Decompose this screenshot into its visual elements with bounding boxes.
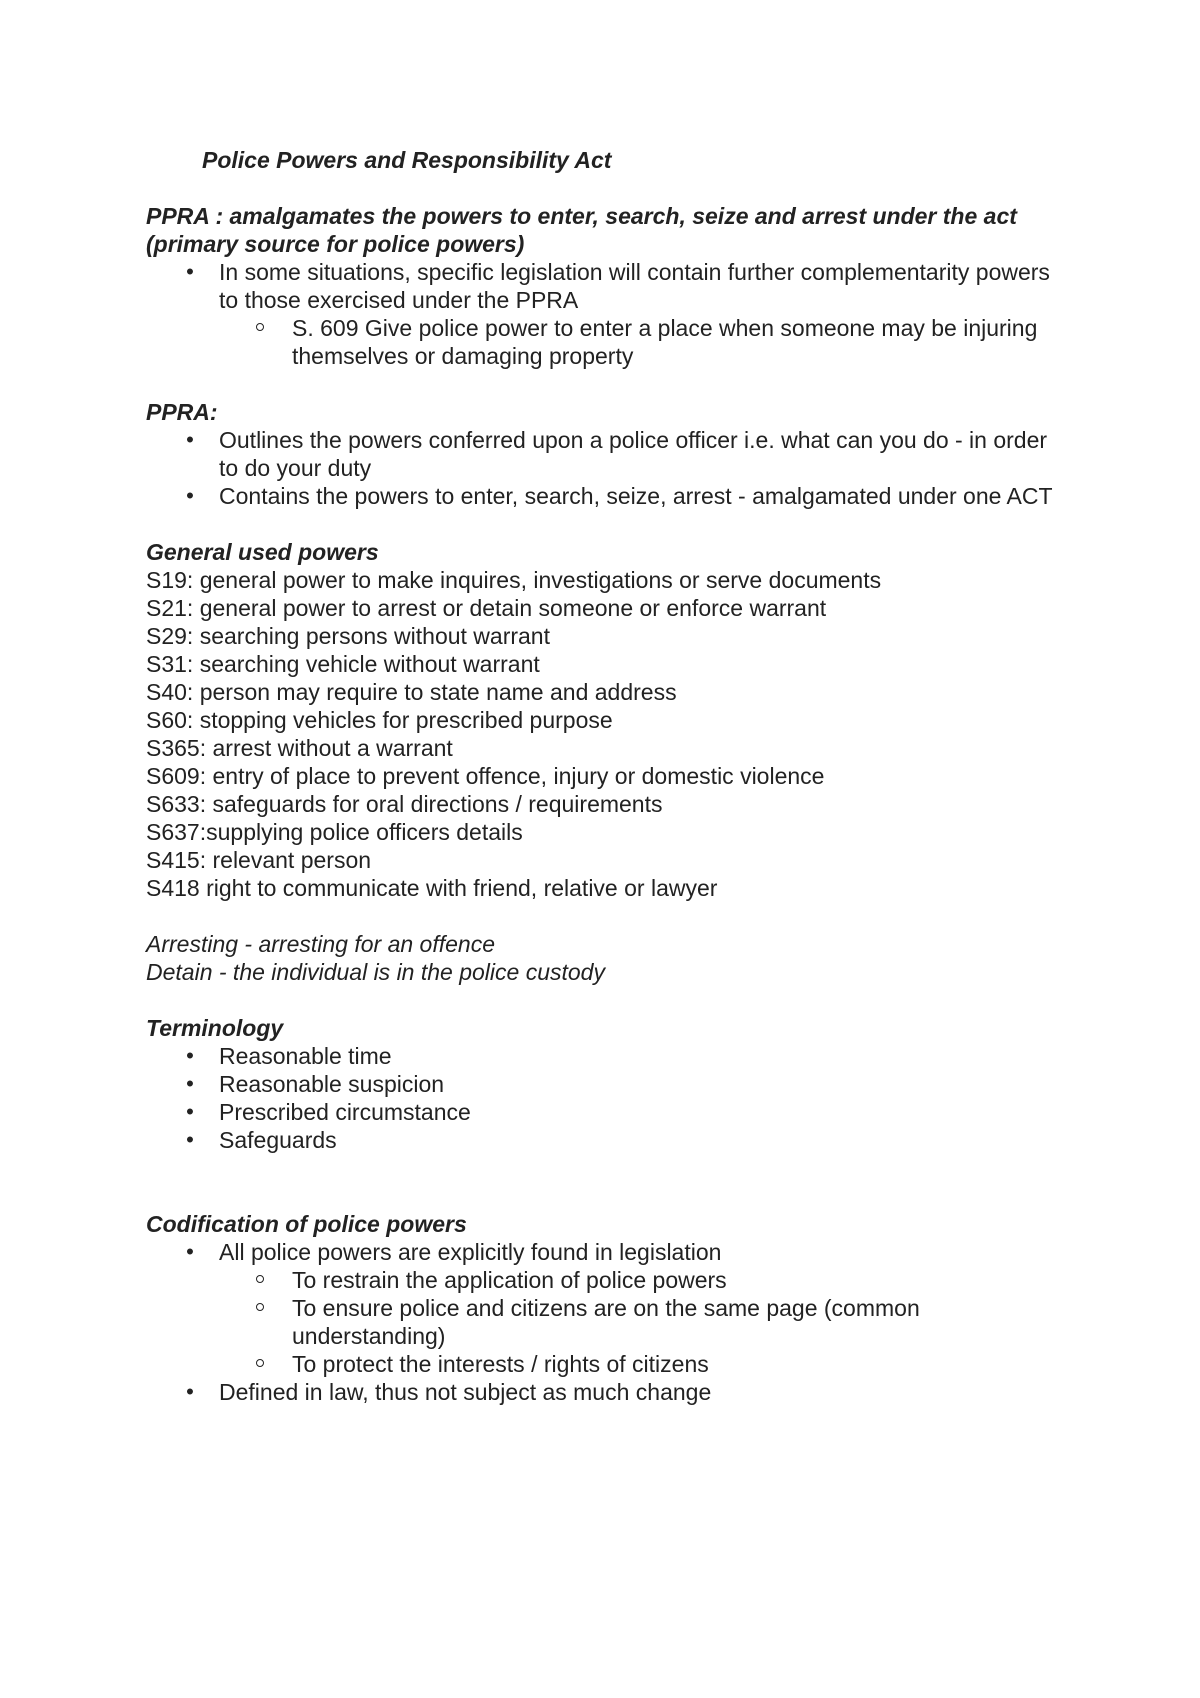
list-item: • Reasonable time <box>146 1042 1066 1070</box>
sub-list-item: S. 609 Give police power to enter a place when someone may be injuring themselves or damaging property <box>219 314 1066 370</box>
powers-list <box>146 566 1066 902</box>
power-line: S19: general power to make inquires, investigations or serve documents <box>146 567 882 593</box>
list-item: • In some situations, specific legislation will contain further complementarity powers to those exercised under the PPRA S. 609 Give police power to enter a place when someone may be injuring themselves or damaging property <box>146 258 1066 370</box>
power-line: S365: arrest without a warrant <box>146 735 453 761</box>
definition-detain: Detain - the individual is in the police custody <box>146 959 605 985</box>
definition-arresting: Arresting - arresting for an offence <box>146 931 495 957</box>
power-line: S60: stopping vehicles for prescribed purpose <box>146 707 613 733</box>
section-heading-general-powers: General used powers <box>146 539 379 565</box>
sub-list-item: To restrain the application of police powers <box>219 1266 1066 1294</box>
section-heading-codification: Codification of police powers <box>146 1211 467 1237</box>
bullet-list <box>146 426 1066 510</box>
list-item: • All police powers are explicitly found in legislation To restrain the application of police powers To ensure police and citizens are on the same page (common understanding) To protect the interests / rights of citizens <box>146 1238 1066 1378</box>
document-title: Police Powers and Responsibility Act <box>202 147 612 173</box>
power-line: S633: safeguards for oral directions / requirements <box>146 791 663 817</box>
bullet-icon: • <box>186 427 194 452</box>
power-line: S418 right to communicate with friend, relative or lawyer <box>146 875 718 901</box>
bullet-icon: • <box>186 1071 194 1096</box>
list-item: • Contains the powers to enter, search, seize, arrest - amalgamated under one ACT <box>146 482 1066 510</box>
power-line: S637:supplying police officers details <box>146 819 523 845</box>
power-line: S40: person may require to state name and address <box>146 679 677 705</box>
list-item: • Safeguards <box>146 1126 1066 1154</box>
bullet-icon: • <box>186 1099 194 1124</box>
bullet-icon: • <box>186 1127 194 1152</box>
bullet-list <box>146 1042 1066 1154</box>
hollow-bullet-icon <box>256 1275 264 1283</box>
sub-bullet-list <box>219 1266 1066 1378</box>
power-line: S415: relevant person <box>146 847 372 873</box>
power-line: S29: searching persons without warrant <box>146 623 550 649</box>
list-item: • Prescribed circumstance <box>146 1098 1066 1126</box>
document-content <box>146 146 1066 1406</box>
hollow-bullet-icon <box>256 1303 264 1311</box>
bullet-list <box>146 258 1066 370</box>
hollow-bullet-icon <box>256 323 264 331</box>
list-item: • Outlines the powers conferred upon a police officer i.e. what can you do - in order to do your duty <box>146 426 1066 482</box>
list-item: • Defined in law, thus not subject as much change <box>146 1378 1066 1406</box>
section-heading-ppra-amalgamates: PPRA : amalgamates the powers to enter, search, seize and arrest under the act (primary source for police powers) <box>146 203 1017 257</box>
power-line: S609: entry of place to prevent offence, injury or domestic violence <box>146 763 825 789</box>
hollow-bullet-icon <box>256 1359 264 1367</box>
bullet-icon: • <box>186 1239 194 1264</box>
bullet-icon: • <box>186 1043 194 1068</box>
bullet-icon: • <box>186 259 194 284</box>
section-heading-ppra: PPRA: <box>146 399 218 425</box>
bullet-icon: • <box>186 483 194 508</box>
sub-bullet-list <box>219 314 1066 370</box>
sub-list-item: To ensure police and citizens are on the same page (common understanding) <box>219 1294 1066 1350</box>
power-line: S21: general power to arrest or detain someone or enforce warrant <box>146 595 827 621</box>
bullet-icon: • <box>186 1379 194 1404</box>
spacer <box>146 902 1066 930</box>
power-line: S31: searching vehicle without warrant <box>146 651 540 677</box>
bullet-list <box>146 1238 1066 1406</box>
sub-list-item: To protect the interests / rights of citizens <box>219 1350 1066 1378</box>
list-item: • Reasonable suspicion <box>146 1070 1066 1098</box>
section-heading-terminology: Terminology <box>146 1015 284 1041</box>
